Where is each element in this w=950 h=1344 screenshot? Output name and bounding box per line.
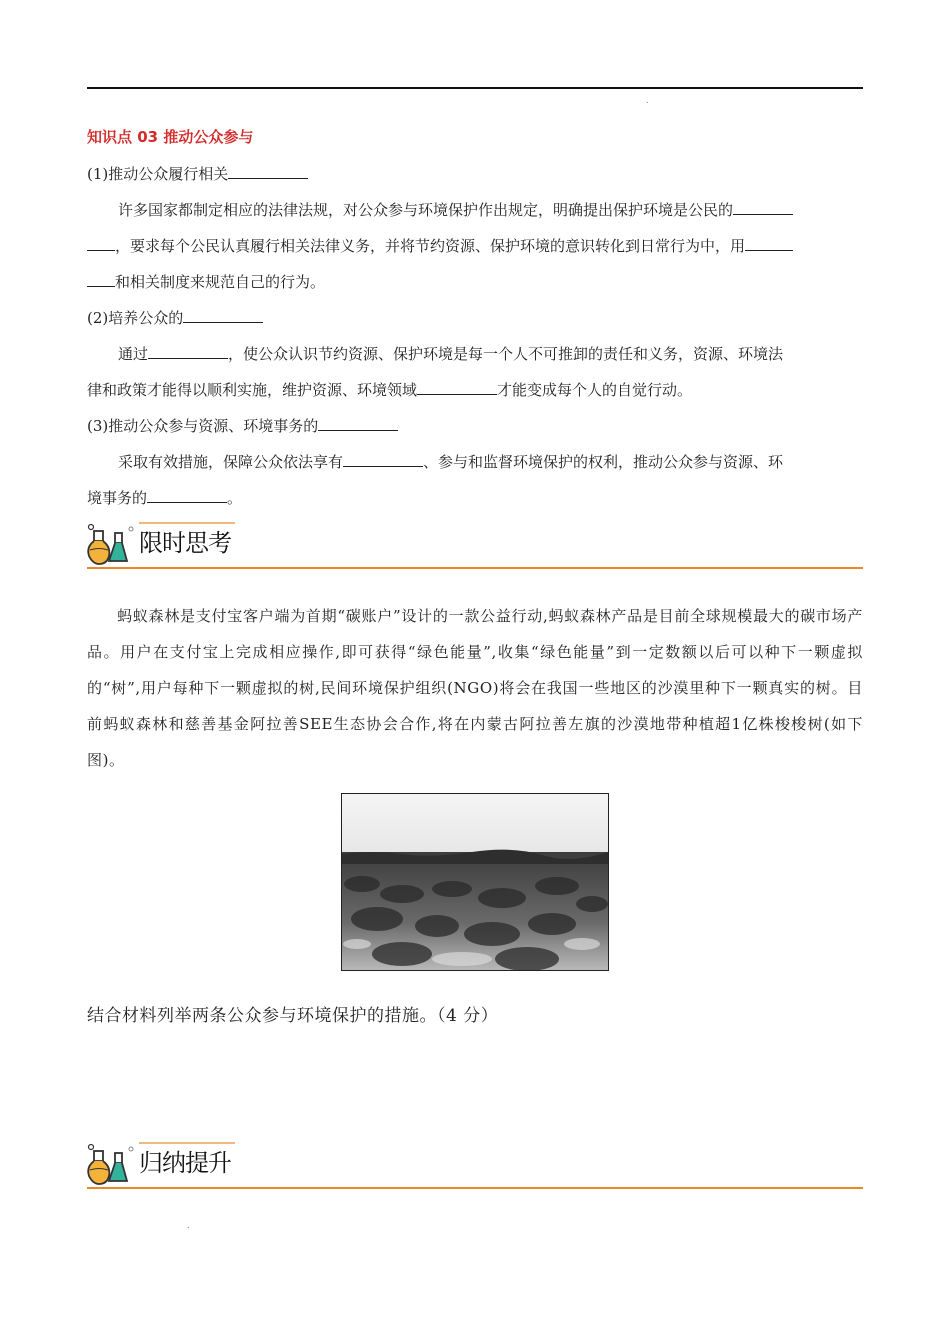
item-3-heading — [87, 415, 398, 436]
answer-blank[interactable] — [343, 451, 423, 467]
item-3-para-line — [87, 487, 242, 508]
answer-blank[interactable] — [733, 199, 793, 215]
question-text: 结合材料列举两条公众参与环境保护的措施。（4 分） — [87, 1006, 499, 1026]
section-title: 知识点 03 推动公众参与 — [87, 128, 254, 146]
answer-blank[interactable] — [87, 235, 115, 251]
answer-blank[interactable] — [148, 343, 228, 359]
answer-blank[interactable] — [318, 415, 398, 431]
banner-think — [87, 519, 863, 569]
banner-title: 归纳提升 — [139, 1149, 231, 1177]
item-1-heading — [87, 163, 308, 184]
banner-rule — [87, 1187, 863, 1189]
item-2-text: (2)培养公众的 — [87, 309, 184, 327]
para-text: 才能变成每个人的自觉行动。 — [497, 381, 693, 399]
material-text: 蚂蚁森林是支付宝客户端为首期“碳账户”设计的一款公益行动,蚂蚁森林产品是目前全球规模最大的碳市场产品。用户在支付宝上完成相应操作,即可获得“绿色能量”,收集“绿色能量”到一定数额以后可以种下一颗虚拟的“树”,用户每种下一颗虚拟的树,民间环境保护组织(NGO)将会在我国一些地区的沙漠里种下一颗真实的树。目前蚂蚁森林和慈善基金阿拉善SEE生态协会合作,将在内蒙古阿拉善左旗的沙漠地带种植超1亿株梭梭树(如下图)。 — [87, 607, 863, 769]
banner-rule — [87, 567, 863, 569]
material-paragraph — [87, 598, 863, 778]
banner-title: 限时思考 — [139, 529, 231, 557]
para-text: 。 — [227, 489, 243, 507]
para-text: 许多国家都制定相应的法律法规，对公众参与环境保护作出规定，明确提出保护环境是公民的 — [118, 201, 734, 219]
para-text: 境事务的 — [87, 489, 148, 507]
item-1-para-line — [87, 271, 325, 292]
header-rule — [87, 87, 863, 89]
para-text: 律和政策才能得以顺利实施，维护资源、环境领域 — [87, 381, 418, 399]
para-text: ，使公众认识节约资源、保护环境是每一个人不可推卸的责任和义务，资源、环境法 — [228, 345, 784, 363]
item-2-heading — [87, 307, 263, 328]
answer-blank[interactable] — [147, 487, 227, 503]
item-3-text: (3)推动公众参与资源、环境事务的 — [87, 417, 319, 435]
para-text: 和相关制度来规范自己的行为。 — [115, 273, 326, 291]
banner-summary — [87, 1139, 863, 1189]
item-2-para-line — [118, 343, 783, 364]
flask-icon — [87, 1143, 135, 1185]
decor-dot: . — [646, 96, 649, 105]
flask-icon — [87, 523, 135, 565]
para-text: 采取有效措施，保障公众依法享有 — [118, 453, 344, 471]
item-3-para-line — [118, 451, 783, 472]
desert-forest-photo — [341, 793, 609, 971]
item-1-text: (1)推动公众履行相关 — [87, 165, 229, 183]
answer-blank[interactable] — [87, 271, 115, 287]
item-1-para-line — [118, 199, 793, 220]
answer-blank[interactable] — [745, 235, 793, 251]
para-text: ，要求每个公民认真履行相关法律义务，并将节约资源、保护环境的意识转化到日常行为中，用 — [115, 237, 746, 255]
para-text: 、参与和监督环境保护的权利，推动公众参与资源、环 — [423, 453, 784, 471]
answer-blank[interactable] — [183, 307, 263, 323]
answer-blank[interactable] — [228, 163, 308, 179]
decor-dot: . — [187, 1221, 190, 1230]
item-2-para-line — [87, 379, 692, 400]
answer-blank[interactable] — [417, 379, 497, 395]
item-1-para-line — [87, 235, 793, 256]
para-text: 通过 — [118, 345, 149, 363]
